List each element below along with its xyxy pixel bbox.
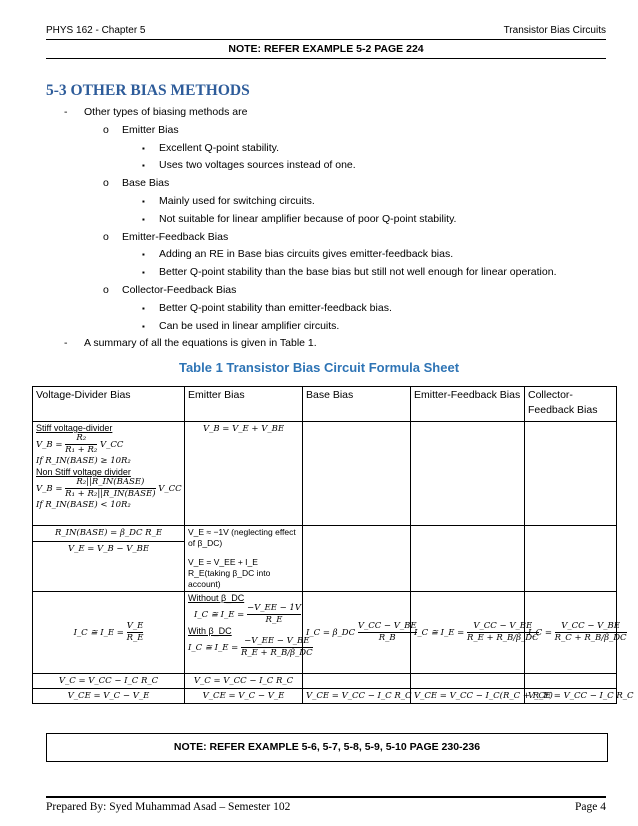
list-item [0, 193, 638, 210]
table-title: Table 1 Transistor Bias Circuit Formula Sheet [178, 360, 460, 375]
list-item [0, 264, 638, 281]
list-item [0, 246, 638, 263]
list-item [0, 157, 638, 174]
formula-table [32, 386, 634, 704]
bullet-marker: ▪ [142, 214, 145, 224]
list-item [0, 175, 638, 192]
base-ic-cell: I_C = β_DC $\frac{V\_CC - V\_BE}{R\_B}$ [303, 592, 411, 674]
bullet-marker: - [64, 106, 68, 118]
cfb-empty-cell [525, 526, 617, 592]
list-item-text: Better Q-point stability than emitter-feedback bias. [159, 301, 392, 314]
cfb-ic-cell: I_C = $\frac{V\_CC - V\_BE}{R\_C + R\_B/\beta\_DC}$ [525, 592, 617, 674]
list-item [0, 229, 638, 246]
bullet-marker: o [103, 230, 109, 243]
emitter-vb-cell: V_B = V_E + V_BE [185, 422, 303, 526]
bullet-marker: ▪ [142, 250, 145, 260]
table-row [33, 674, 617, 689]
bullet-marker: ▪ [142, 197, 145, 206]
list-item-text: Other types of biasing methods are [84, 106, 248, 118]
col-header: Voltage-Divider Bias [33, 387, 185, 422]
efb-ic-cell: I_C ≅ I_E = $\frac{V\_CC - V\_BE}{R\_E + R\_B/\beta\_DC}$ [411, 592, 525, 674]
col-header: Base Bias [303, 387, 411, 422]
emitter-vc-cell: V_C = V_CC − I_C R_C [185, 674, 303, 689]
list-item [0, 104, 638, 121]
header-chapter-title: Transistor Bias Circuits [503, 25, 606, 36]
cfb-empty-cell [525, 674, 617, 689]
nonstiff-vb-formula: V_B = R₂||R_IN(BASE) R₁ + R₂||R_IN(BASE) V_CC [36, 477, 182, 499]
list-item [0, 335, 638, 352]
bullet-marker: ▪ [142, 321, 145, 331]
table-row [33, 592, 617, 674]
stiff-vb-formula: V_B = $\frac{\text{R₂}}{\text{R₁ + R₂}}$ V_CC [36, 433, 124, 455]
header-course: PHYS 162 - Chapter 5 [46, 25, 146, 36]
bullet-marker: ▪ [142, 303, 145, 313]
list-item-text: A summary of all the equations is given in Table 1. [84, 337, 317, 350]
table-row [33, 689, 617, 704]
list-item-text: Excellent Q-point stability. [159, 141, 280, 154]
vd-vce-cell: V_CE = V_C − V_E [33, 689, 185, 704]
vd-ve-cell: V_E = V_B − V_BE [33, 542, 185, 592]
list-item-text: Uses two voltages sources instead of one. [159, 159, 356, 172]
list-item [0, 140, 638, 157]
list-item-text: Not suitable for linear amplifier because of poor Q-point stability. [159, 212, 457, 225]
list-item-text: Emitter-Feedback Bias [122, 230, 229, 243]
col-header: Collector-Feedback Bias [525, 387, 617, 422]
page-header [46, 25, 606, 40]
vd-rin-cell: R_IN(BASE) = β_DC R_E [33, 526, 185, 542]
efb-empty-cell [411, 422, 525, 526]
note-top: NOTE: REFER EXAMPLE 5-2 PAGE 224 [46, 41, 606, 59]
list-item-text: Mainly used for switching circuits. [159, 195, 315, 207]
list-item-text: Emitter Bias [122, 123, 179, 136]
note-bottom: NOTE: REFER EXAMPLE 5-6, 5-7, 5-8, 5-9, 5-10 PAGE 230-236 [46, 733, 608, 762]
list-item [0, 282, 638, 299]
list-item-text: Can be used in linear amplifier circuits. [159, 319, 340, 332]
stiff-condition: If R_IN(BASE) ≥ 10R₂ [36, 456, 131, 466]
bullet-marker: ▪ [142, 161, 145, 171]
bullet-marker: o [103, 177, 109, 190]
table-row [33, 422, 617, 526]
bullet-marker: ▪ [142, 143, 145, 153]
list-item-text: Better Q-point stability than the base bias but still not well enough for linear operation. [159, 266, 557, 279]
emitter-ic-cell: Without β_DC I_C ≅ I_E = $\frac{-V\_EE - 1V}{R\_E}$ With β_DC I_C ≅ I_E = $\frac{-V\_EE - V\_BE}{R\_E + R\_B/\beta\_DC}$ [185, 592, 303, 674]
vd-ic-cell: I_C ≅ I_E = $\frac{V\_E}{R\_E}$ [33, 592, 185, 674]
bullet-marker: - [64, 337, 68, 350]
bullet-marker: o [103, 123, 109, 136]
list-item-text: Adding an RE in Base bias circuits gives emitter-feedback bias. [159, 248, 454, 261]
stiff-label: Stiff voltage-divider [36, 423, 113, 433]
list-item [0, 122, 638, 139]
cfb-vce-cell: V_CE = V_CC − I_C R_C [525, 689, 617, 704]
efb-empty-cell [411, 674, 525, 689]
emitter-vce-cell: V_CE = V_C − V_E [185, 689, 303, 704]
list-item [0, 318, 638, 335]
list-item-text: Collector-Feedback Bias [122, 284, 237, 296]
emitter-ve-cell: V_E ≈ −1V (neglecting effect of β_DC) V_E = V_EE + I_E R_E(taking β_DC into account) [185, 526, 303, 592]
section-title: 5-3 OTHER BIAS METHODS [46, 82, 250, 99]
list-item [0, 300, 638, 317]
table-row [33, 526, 617, 542]
cfb-empty-cell [525, 422, 617, 526]
list-item [0, 211, 638, 228]
vd-vc-cell: V_C = V_CC − I_C R_C [33, 674, 185, 689]
base-empty-cell [303, 422, 411, 526]
table-header-row [33, 387, 617, 422]
nonstiff-condition: If R_IN(BASE) < 10R₂ [36, 500, 131, 510]
base-empty-cell [303, 674, 411, 689]
bullet-marker: ▪ [142, 268, 145, 278]
col-header: Emitter-Feedback Bias [411, 387, 525, 422]
col-header: Emitter Bias [185, 387, 303, 422]
bullet-marker: o [103, 284, 109, 296]
nonstiff-label: Non Stiff voltage divider [36, 467, 131, 477]
base-empty-cell [303, 526, 411, 592]
page-footer [46, 796, 606, 813]
vd-base-voltage-cell [33, 422, 185, 526]
base-vce-cell: V_CE = V_CC − I_C R_C [303, 689, 411, 704]
footer-page-number: Page 4 [575, 801, 606, 813]
list-item-text: Base Bias [122, 177, 170, 190]
efb-empty-cell [411, 526, 525, 592]
efb-vce-cell: V_CE = V_CC − I_C(R_C + R_E) [411, 689, 525, 704]
footer-author: Prepared By: Syed Muhammad Asad – Semester 102 [46, 801, 291, 813]
